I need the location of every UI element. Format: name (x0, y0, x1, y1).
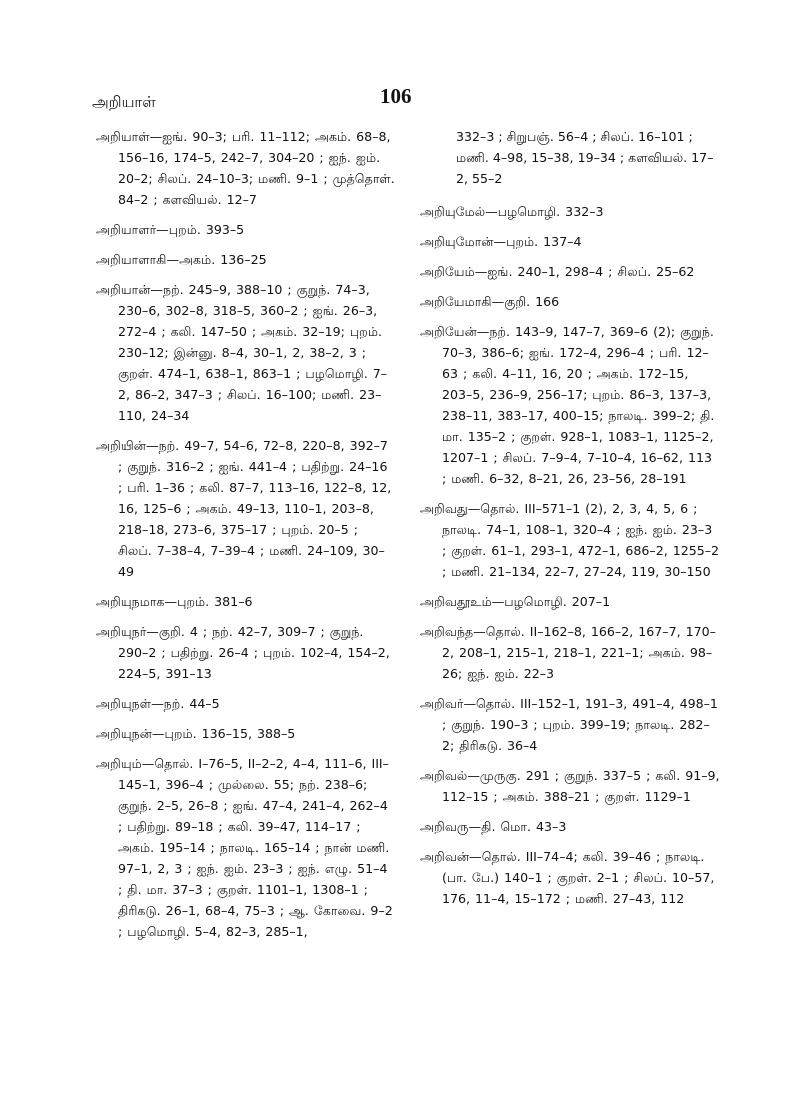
index-entry: அறியாள்—ஐங். 90–3; பரி. 11–112; அகம். 68–8, 156–16, 174–5, 242–7, 304–20 ; ஐந். ஐம். 20–2; சிலப். 24–10–3; மணி. 9–1 ; முத்தொள். 84–2 ; களவியல். 12–7 (96, 129, 395, 207)
index-entry: அறியின்—நற். 49–7, 54–6, 72–8, 220–8, 392–7 ; குறுந். 316–2 ; ஐங். 441–4 ; பதிற்று. 24–16 ; பரி. 1–36 ; கலி. 87–7, 113–16, 122–8, 12, 16, 125–6 ; அகம். 49–13, 110–1, 203–8, 218–18, 273–6, 375–17 ; புறம். 20–5 ; சிலப். 7–38–4, 7–39–4 ; மணி. 24–109, 30–49 (96, 438, 392, 579)
index-entry: அறிவதூஉம்—பழமொழி. 207–1 (420, 594, 611, 609)
right-column (420, 126, 720, 918)
index-entry: அறிவன்—தொல். III–74–4; கலி. 39–46 ; நாலடி. (பா. பே.) 140–1 ; குறள். 2–1 ; சிலப். 10–57, 176, 11–4, 15–172 ; மணி. 27–43, 112 (420, 849, 715, 906)
left-column (96, 126, 396, 951)
index-entry: அறியேம்—ஐங். 240–1, 298–4 ; சிலப். 25–62 (420, 264, 695, 279)
index-entry: அறியுநமாக—புறம். 381–6 (96, 594, 253, 609)
running-head: அறியாள் (92, 93, 156, 111)
index-entry: அறியேமாகி—குறி. 166 (420, 294, 560, 309)
index-entry: அறிவரு—தி. மொ. 43–3 (420, 819, 567, 834)
index-entry: அறியுமேல்—பழமொழி. 332–3 (420, 204, 604, 219)
index-entry: அறியுநர்—குறி. 4 ; நற். 42–7, 309–7 ; குறுந். 290–2 ; பதிற்று. 26–4 ; புறம். 102–4, 154–2, 224–5, 391–13 (96, 624, 390, 681)
index-entry: அறியான்—நற். 245–9, 388–10 ; குறுந். 74–3, 230–6, 302–8, 318–5, 360–2 ; ஐங். 26–3, 272–4 ; கலி. 147–50 ; அகம். 32–19; புறம். 230–12; இன்னு. 8–4, 30–1, 2, 38–2, 3 ; குறள். 474–1, 638–1, 863–1 ; பழமொழி. 7–2, 86–2, 347–3 ; சிலப். 16–100; மணி. 23–110, 24–34 (96, 282, 388, 423)
index-entry: அறிவர்—தொல். III–152–1, 191–3, 491–4, 498–1 ; குறுந். 190–3 ; புறம். 399–19; நாலடி. 282–2; திரிகடு. 36–4 (420, 696, 718, 753)
index-entry: அறியாளர்—புறம். 393–5 (96, 222, 245, 237)
index-entry: அறியுநள்—நற். 44–5 (96, 696, 220, 711)
index-entry: அறியேன்—நற். 143–9, 147–7, 369–6 (2); குறுந். 70–3, 386–6; ஐங். 172–4, 296–4 ; பரி. 12–63 ; கலி. 4–11, 16, 20 ; அகம். 172–15, 203–5, 236–9, 256–17; புறம். 86–3, 137–3, 238–11, 383–17, 400–15; நாலடி. 399–2; தி. மா. 135–2 ; குறள். 928–1, 1083–1, 1125–2, 1207–1 ; சிலப். 7–9–4, 7–10–4, 16–62, 113 ; மணி. 6–32, 8–21, 26, 23–56, 28–191 (420, 324, 715, 486)
index-entry: அறியும்—தொல். I–76–5, II–2–2, 4–4, 111–6, III–145–1, 396–4 ; முல்லை. 55; நற். 238–6; குறுந். 2–5, 26–8 ; ஐங். 47–4, 241–4, 262–4 ; பதிற்று. 89–18 ; கலி. 39–47, 114–17 ; அகம். 195–14 ; நாலடி. 165–14 ; நான் மணி. 97–1, 2, 3 ; ஐந். ஐம். 23–3 ; ஐந். எழு. 51–4 ; தி. மா. 37–3 ; குறள். 1101–1, 1308–1 ; திரிகடு. 26–1, 68–4, 75–3 ; ஆ. கோவை. 9–2 ; பழமொழி. 5–4, 82–3, 285–1, (96, 756, 393, 939)
index-entry: அறிவது—தொல். III–571–1 (2), 2, 3, 4, 5, 6 ; நாலடி. 74–1, 108–1, 320–4 ; ஐந். ஐம். 23–3 ; குறள். 61–1, 293–1, 472–1, 686–2, 1255–2 ; மணி. 21–134, 22–7, 27–24, 119, 30–150 (420, 501, 720, 579)
index-entry: அறியுமோன்—புறம். 137–4 (420, 234, 582, 249)
entry-continuation: 332–3 ; சிறுபஞ். 56–4 ; சிலப். 16–101 ; மணி. 4–98, 15–38, 19–34 ; களவியல். 17–2, 55–2 (456, 129, 714, 186)
index-entry: அறியுநன்—புறம். 136–15, 388–5 (96, 726, 296, 741)
index-entry: அறியாளாகி—அகம். 136–25 (96, 252, 267, 267)
index-entry: அறிவல்—முருகு. 291 ; குறுந். 337–5 ; கலி. 91–9, 112–15 ; அகம். 388–21 ; குறள். 1129–1 (420, 768, 720, 804)
page-number: 106 (380, 84, 412, 108)
index-entry: அறிவந்த—தொல். II–162–8, 166–2, 167–7, 170–2, 208–1, 215–1, 218–1, 221–1; அகம். 98–26; ஐந். ஐம். 22–3 (420, 624, 716, 681)
